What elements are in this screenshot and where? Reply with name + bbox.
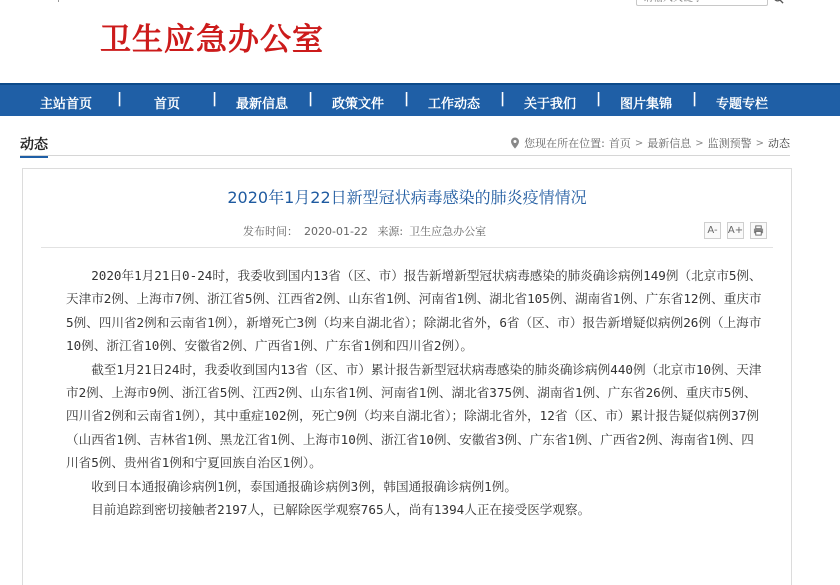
publish-label: 发布时间： xyxy=(243,225,298,238)
nav-separator: | xyxy=(212,91,218,107)
search-icon xyxy=(773,0,784,4)
section-header xyxy=(20,130,790,156)
print-button[interactable] xyxy=(750,222,767,239)
nav-separator: | xyxy=(308,91,314,107)
article-paragraph: 2020年1月21日0-24时，我委收到国内13省（区、市）报告新增新型冠状病毒感染的肺炎确诊病例149例（北京市5例、天津市2例、上海市7例、浙江省5例、江西省2例、山东省1例、河南省1例、湖北省105例、湖南省1例、广东省12例、重庆市5例、四川省2例和云南省1例），新增死亡3例（均来自湖北省）；除湖北省外，6省（区、市）报告新增疑似病例26例（上海市10例、浙江省10例、安徽省2例、广西省1例、广东省1例和四川省2例）。 xyxy=(66,268,762,354)
article-meta xyxy=(243,223,492,239)
nav-separator: | xyxy=(596,91,602,107)
breadcrumb-monitoring[interactable]: 监测预警 xyxy=(707,137,752,150)
meta-divider xyxy=(41,247,773,248)
article-tools xyxy=(704,222,767,239)
article-paragraph: 收到日本通报确诊病例1例，泰国通报确诊病例3例，韩国通报确诊病例1例。 xyxy=(91,478,517,494)
nav-separator: | xyxy=(117,91,123,107)
nav-separator: | xyxy=(404,91,410,107)
breadcrumb xyxy=(510,135,790,151)
nav-item-home[interactable]: 首页 xyxy=(154,97,181,112)
search-input[interactable] xyxy=(636,0,768,6)
search-box xyxy=(636,0,788,6)
nav-separator: | xyxy=(500,91,506,107)
nav-item-photo-gallery[interactable]: 图片集锦 xyxy=(620,97,673,112)
font-increase-icon: A+ xyxy=(727,225,744,236)
section-title: 动态 xyxy=(20,134,48,158)
nav-item-policy-docs[interactable]: 政策文件 xyxy=(332,97,385,112)
article-title: 2020年1月22日新型冠状病毒感染的肺炎疫情情况 xyxy=(227,188,587,207)
article-card xyxy=(22,168,792,585)
font-increase-button[interactable] xyxy=(727,222,744,239)
article-paragraph: 截至1月21日24时，我委收到国内13省（区、市）累计报告新型冠状病毒感染的肺炎确诊病例440例（北京市10例、天津市2例、上海市9例、浙江省5例、江西2例、山东省1例、河南省1例、湖北省375例、湖南省1例、广东省26例、重庆市5例、四川省2例和云南省1例），其中重症102例，死亡9例（均来自湖北省）；除湖北省外，12省（区、市）累计报告疑似病例37例（山西省1例、吉林省1例、黑龙江省1例、上海市10例、浙江省10例、安徽省3例、广东省1例、广西省2例、海南省1例、四川省5例、贵州省1例和宁夏回族自治区1例）。 xyxy=(66,361,762,471)
publish-date: 2020-01-22 xyxy=(304,225,368,238)
source-label: 来源: xyxy=(377,225,404,238)
nav-item-work-news[interactable]: 工作动态 xyxy=(428,97,481,112)
nav-item-main-home[interactable]: 主站首页 xyxy=(40,97,93,112)
font-decrease-button[interactable] xyxy=(704,222,721,239)
breadcrumb-latest-info[interactable]: 最新信息 xyxy=(647,137,692,150)
breadcrumb-current[interactable]: 动态 xyxy=(768,137,790,150)
search-button[interactable] xyxy=(768,0,788,6)
nav-item-latest-info[interactable]: 最新信息 xyxy=(236,97,289,112)
chevron-right-icon: > xyxy=(755,137,764,149)
top-divider xyxy=(58,0,59,2)
breadcrumb-home[interactable]: 首页 xyxy=(608,137,631,150)
article-paragraph: 目前追踪到密切接触者2197人，已解除医学观察765人，尚有1394人正在接受医学观察。 xyxy=(91,502,591,518)
main-nav xyxy=(0,83,840,116)
print-icon xyxy=(753,225,764,236)
nav-item-about-us[interactable]: 关于我们 xyxy=(524,97,577,112)
nav-item-special-topics[interactable]: 专题专栏 xyxy=(716,97,769,112)
nav-separator: | xyxy=(692,91,698,107)
breadcrumb-prefix: 您现在所在位置: xyxy=(524,137,605,150)
article-body xyxy=(66,264,766,521)
source-value: 卫生应急办公室 xyxy=(409,225,487,238)
site-title[interactable]: 卫生应急办公室 xyxy=(100,22,324,58)
chevron-right-icon: > xyxy=(634,137,644,149)
location-pin-icon xyxy=(510,137,520,149)
chevron-right-icon: > xyxy=(695,137,704,149)
font-decrease-icon: A- xyxy=(707,225,718,236)
